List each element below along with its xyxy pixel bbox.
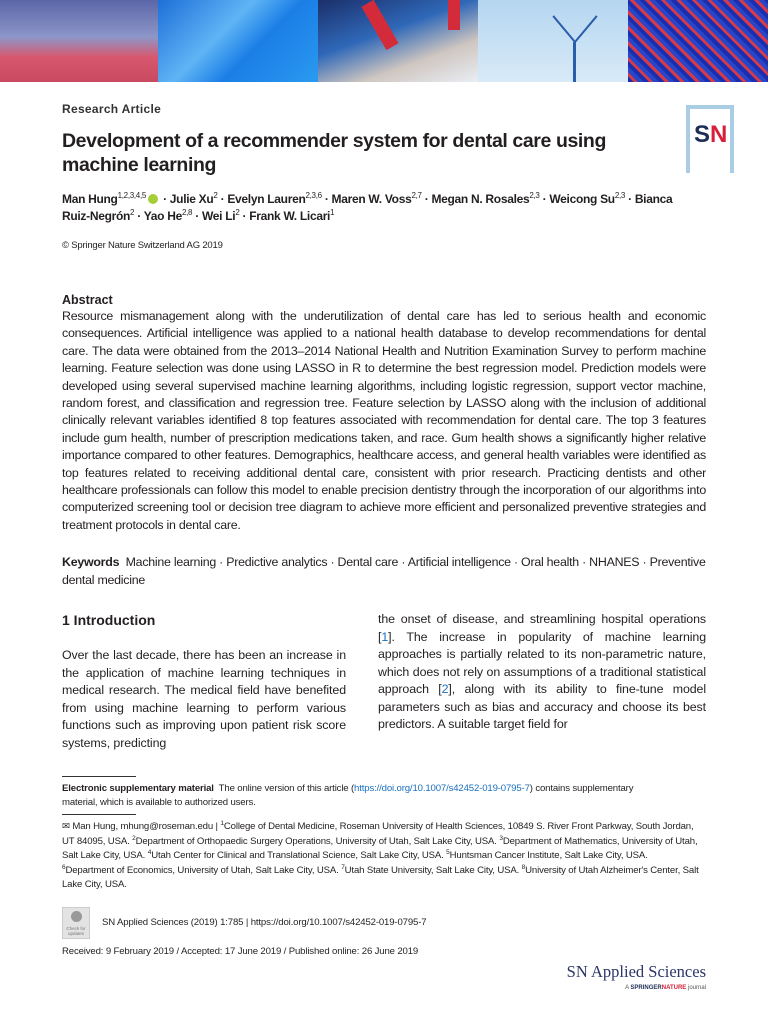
article-body bbox=[0, 102, 768, 1022]
affiliation-number: 1 bbox=[220, 819, 224, 827]
author-affiliation-numbers: 2,7 bbox=[411, 191, 422, 200]
affiliation: Department of Economics, University of Utah, Salt Lake City, USA. bbox=[65, 864, 342, 876]
publication-dates: Received: 9 February 2019 / Accepted: 17 June 2019 / Published online: 26 June 2019 bbox=[62, 945, 419, 957]
affiliation-number: 3 bbox=[499, 834, 503, 842]
author-affiliation-numbers: 2,3 bbox=[529, 191, 540, 200]
copyright: © Springer Nature Switzerland AG 2019 bbox=[62, 240, 223, 251]
affiliation-number: 6 bbox=[62, 863, 66, 871]
affiliation: Department of Mathematics, University of Utah, Salt Lake City, USA. bbox=[62, 835, 698, 862]
author-name[interactable]: Evelyn Lauren bbox=[227, 192, 306, 206]
abstract-text: Resource mismanagement along with the underutilization of dental care has led to serious health and economic consequences. Artificial intelligence was applied to a national health database to develop recommendations for dental care. The data were obtained from the 2013–2014 National Health and Nutrition Examination Survey to perform machine learning. Feature selection was done using LASSO in R to determine the best regression model. Prediction models were developed using several supervised machine learning algorithms, including logistic regression, support vector machine, random forest, and classification and regression tree. Feature selection by LASSO along with the inclusion of additional clinically relevant variables identified 8 top features associated with recommendation for dental care. The top 3 features include gum health, number of prescription medications taken, and race. Gum health shows a significantly higher relative importance compared to other features. Demographics, healthcare access, and general health variables were identified as top features related to receiving additional dental care, consistent with prior research. Practicing dentists and other healthcare professionals can follow this model to enable precision dentistry through the incorporation of our algorithms into computerized screening tool or decision tree diagram to achieve more efficient and personalized preventive strategies and treatment protocols in dental care. bbox=[62, 309, 706, 532]
affiliation-number: 2 bbox=[132, 834, 136, 842]
affiliation: Department of Orthopaedic Surgery Operations, University of Utah, Salt Lake City, USA. bbox=[135, 835, 500, 847]
supplementary-note: Electronic supplementary material The online version of this article (https://doi.org/10.1007/s42452-019-0795-7) contains supplementary material, which is available to authorized users. bbox=[62, 783, 634, 809]
affiliation: Utah Center for Clinical and Translational Science, Salt Lake City, USA. bbox=[151, 850, 447, 862]
doi-link[interactable]: https://doi.org/10.1007/s42452-019-0795-7 bbox=[354, 783, 530, 795]
section-heading-introduction: 1 Introduction bbox=[62, 612, 156, 629]
article-title: Development of a recommender system for dental care using machine learning bbox=[62, 130, 606, 176]
header-banner-images bbox=[0, 0, 768, 82]
author-affiliation-numbers: 1,2,3,4,5 bbox=[117, 191, 147, 200]
author-affiliation-numbers: 1 bbox=[330, 208, 335, 217]
affiliation: Utah State University, Salt Lake City, USA. bbox=[344, 864, 522, 876]
author-name[interactable]: Megan N. Rosales bbox=[431, 192, 530, 206]
author-affiliation-numbers: 2,8 bbox=[181, 208, 193, 217]
author-affiliation-numbers: 2,3 bbox=[614, 191, 626, 200]
article-type: Research Article bbox=[62, 102, 162, 116]
check-for-updates-badge[interactable]: Check for updates bbox=[62, 907, 90, 939]
author-affiliation-numbers: 2 bbox=[130, 208, 135, 217]
author-affiliation-numbers: 2,3,6 bbox=[305, 191, 322, 200]
author-name[interactable]: Wei Li bbox=[201, 209, 236, 223]
affiliation-number: 7 bbox=[341, 863, 345, 871]
author-name[interactable]: Yao He bbox=[143, 209, 182, 223]
banner-image-water bbox=[158, 0, 318, 82]
author-name[interactable]: Man Hung bbox=[62, 192, 118, 206]
two-column-body bbox=[62, 611, 706, 752]
banner-image-wind-turbine bbox=[478, 0, 628, 82]
author-name[interactable]: Bianca Ruiz-Negrón bbox=[62, 192, 673, 223]
author-name[interactable]: Maren W. Voss bbox=[331, 192, 412, 206]
author-list: Man Hung$^{1,2,3,4,5}$ · Julie $Xu^2$ · Evelyn Lauren$^{2,3,6}$ · Maren W. Voss$^{2,7}$ · Megan N. Rosales$^{2,3}$ · Weicong Su$^{2,3}$ · Bianca Ruiz-Negrón$^2$ · Yao He$^{2,8}$ · Wei $Li^2$ · Frank W. Licari$^1$ bbox=[62, 191, 673, 223]
sn-logo: S N bbox=[686, 105, 734, 173]
affiliation-number: 8 bbox=[521, 863, 526, 871]
banner-image-lab bbox=[0, 0, 158, 82]
reference-link[interactable]: 2 bbox=[441, 682, 449, 697]
author-name[interactable]: Julie Xu bbox=[169, 192, 214, 206]
journal-logo: SN Applied Sciences A SPRINGERNATURE journal bbox=[566, 961, 706, 991]
footnote-divider bbox=[62, 814, 136, 815]
body-column-right: the onset of disease, and streamlining hospital operations [1]. The increase in popularity of machine learning approaches is partially related to its non-parametric nature, which does not rely on assumptions of a traditional statistical approach [2], along with its ability to fine-tune model parameters such as bias and accuracy and choose its best predictors. A suitable target field for bbox=[378, 612, 706, 732]
author-name[interactable]: Frank W. Licari bbox=[249, 209, 331, 223]
citation: SN Applied Sciences (2019) 1:785 | https://doi.org/10.1007/s42452-019-0795-7 bbox=[102, 917, 427, 929]
affiliation: College of Dental Medicine, Roseman University of Health Sciences, 10849 S. River Front Parkway, South Jordan, UT 84095, USA. bbox=[62, 821, 694, 847]
keywords: Keywords Machine learning · Predictive analytics · Dental care · Artificial intelligence · Oral health · NHANES · Preventive dental medicine bbox=[62, 555, 706, 587]
reference-link[interactable]: 1 bbox=[381, 629, 389, 644]
author-name[interactable]: Weicong Su bbox=[549, 192, 615, 206]
affiliation-number: 4 bbox=[147, 848, 152, 856]
author-affiliation-numbers: 2 bbox=[235, 208, 240, 217]
banner-image-machine bbox=[318, 0, 478, 82]
envelope-icon: ✉ bbox=[62, 821, 73, 833]
footnote-divider bbox=[62, 776, 136, 777]
affiliation-number: 5 bbox=[446, 848, 450, 856]
author-affiliation-numbers: 2 bbox=[213, 191, 218, 200]
body-column-left: Over the last decade, there has been an increase in the application of machine learning techniques in medical research. The medical field have benefited from using machine learning to perform various functions such as improving upon patient risk score systems, predicting bbox=[62, 648, 346, 750]
correspondence: ✉ Man Hung, mhung@roseman.edu | $^1$College of Dental Medicine, Roseman University of Health Sciences, 10849 S. River Front Parkway, South Jordan, UT 84095, USA. $^2$Department of Orthopaedic Surgery Operations, University of Utah, Salt Lake City, USA. $^3$Department of Mathematics, University of Utah, Salt Lake City, USA. $^4$Utah Center for Clinical and Translational Science, Salt Lake City, USA. $^5$Huntsman Cancer Institute, Salt Lake City, USA. $^6$Department of Economics, University of Utah, Salt Lake City, USA. $^7$Utah State University, Salt Lake City, USA. $^8$University of Utah Alzheimer's Center, Salt Lake City, USA. bbox=[62, 819, 699, 891]
banner-image-pattern bbox=[628, 0, 768, 82]
abstract-heading: Abstract bbox=[62, 293, 113, 307]
affiliation: Huntsman Cancer Institute, Salt Lake City, USA. bbox=[449, 850, 648, 862]
orcid-icon[interactable] bbox=[148, 194, 158, 204]
affiliation: University of Utah Alzheimer's Center, Salt Lake City, USA. bbox=[62, 864, 699, 891]
